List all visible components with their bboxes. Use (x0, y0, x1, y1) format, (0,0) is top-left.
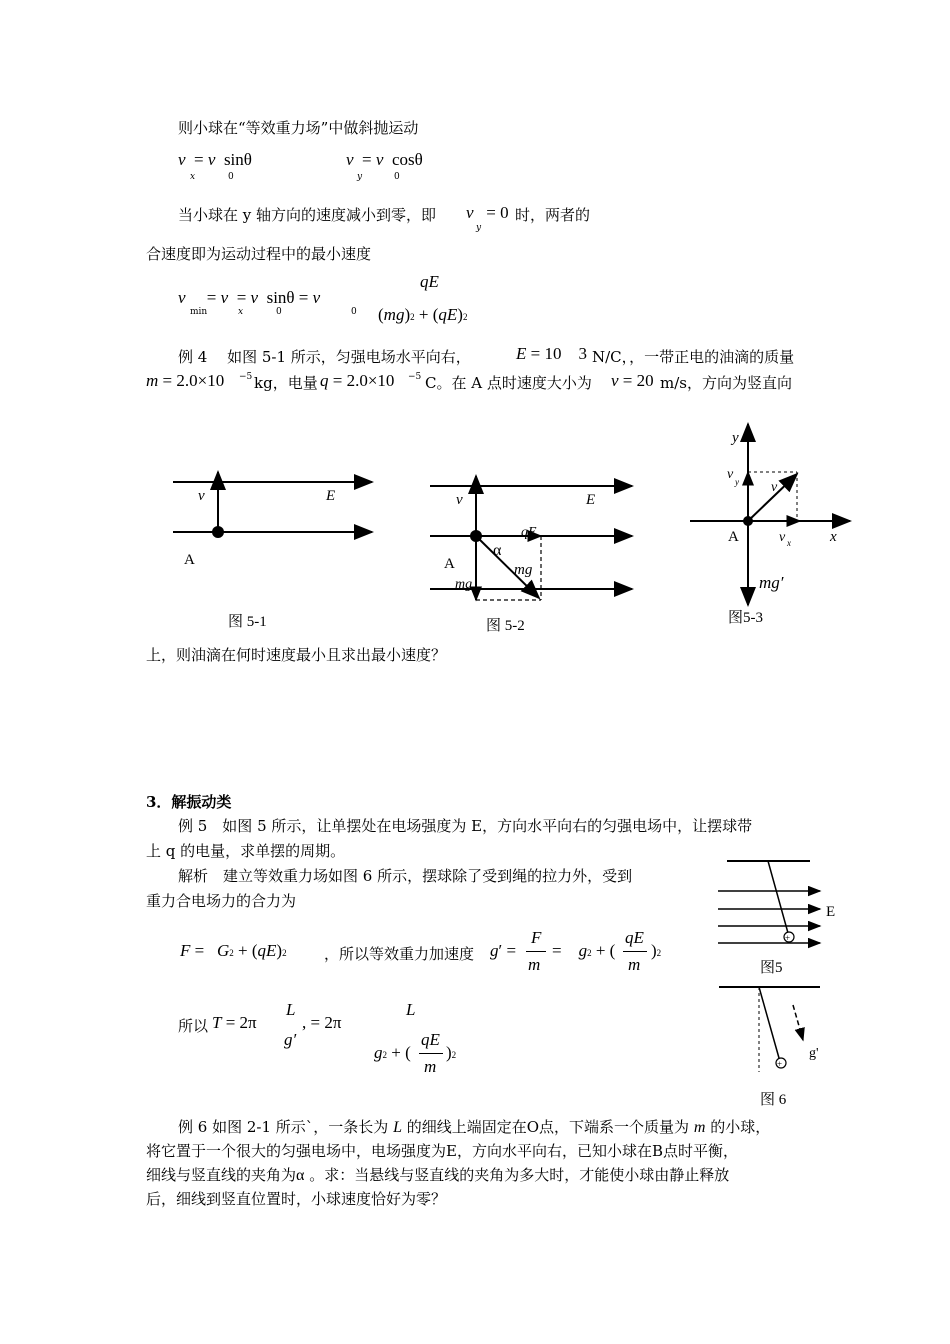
figure-5-1 (173, 472, 372, 568)
fig51-e-label: E (326, 488, 336, 504)
figure-6 (719, 987, 820, 1072)
svg-text:v: v (456, 492, 463, 508)
example6-line2: 将它置于一个很大的匀强电场中，电场强度为E，方向水平向右，已知小球在B点时平衡， (146, 1142, 738, 1160)
example5-analysis-2: 重力合电场力的合力为 (146, 892, 297, 910)
text-line-vy-zero: 当小球在 y 轴方向的速度减小到零，即 (178, 206, 437, 224)
formula-vy-eq-0: v = 0 (466, 203, 509, 222)
example4-question: 上，则油滴在何时速度最小且求出最小速度？ (146, 646, 447, 664)
svg-text:mg′: mg′ (759, 573, 784, 592)
example6-line3: 细线与竖直线的夹角为α 。求：当悬线与竖直线的夹角为多大时，才能使小球由静止释放 (146, 1166, 730, 1184)
fig51-a-label: A (184, 552, 195, 568)
fig51-caption: 图 5-1 (228, 614, 267, 630)
svg-text:mg: mg (514, 562, 533, 578)
figure-5 (718, 861, 835, 943)
section-heading: 3．解振动类 (146, 793, 232, 811)
fig6-caption: 图 6 (760, 1092, 787, 1108)
formula-vmin: v = v = v sinθ = v (178, 288, 321, 307)
svg-text:v: v (771, 480, 778, 495)
example5-analysis: 解析 建立等效重力场如图 6 所示，摆球除了受到绳的拉力外，受到 (178, 867, 633, 885)
figure-5-row (0, 420, 950, 640)
formula-vy: v = v cosθ (346, 150, 423, 169)
svg-text:y: y (735, 477, 739, 487)
svg-text:E: E (826, 904, 836, 920)
fig5-caption: 图5 (760, 960, 783, 976)
figure-5-3 (690, 424, 850, 605)
text-line-min-speed: 合速度即为运动过程中的最小速度 (146, 245, 372, 263)
fig53-caption: 图5-3 (728, 610, 763, 626)
svg-text:x: x (787, 538, 791, 548)
svg-text:qE: qE (521, 525, 537, 540)
svg-text:y: y (732, 430, 739, 446)
fig51-v-label: v (198, 488, 205, 504)
example5-line2: 上 q 的电量，求单摆的周期。 (146, 842, 346, 860)
figure-5-2 (430, 476, 632, 600)
fig52-caption: 图 5-2 (486, 618, 525, 634)
example4-line1: 例 4 如图 5-1 所示，匀强电场水平向右， (178, 348, 471, 366)
svg-text:mg: mg (455, 577, 473, 592)
formula-T: T = 2π (212, 1013, 257, 1032)
example6-line1: 例 6 如图 2-1 所示`，一条长为 L 的细线上端固定在O点，下端系一个质量为 m 的小球， (178, 1118, 771, 1136)
svg-text:A: A (728, 529, 739, 545)
svg-text:g': g' (809, 1046, 819, 1061)
text-line-oblique-motion: 则小球在“等效重力场”中做斜抛运动 (178, 119, 419, 137)
svg-text:+: + (777, 1059, 783, 1069)
svg-text:A: A (444, 556, 455, 572)
formula-vx: v = v sinθ (178, 150, 252, 169)
example6-line4: 后，细线到竖直位置时，小球速度恰好为零？ (146, 1190, 447, 1208)
svg-text:v: v (779, 530, 786, 545)
svg-text:v: v (727, 467, 734, 482)
formula-F: F = G2 + (qE)2 (180, 941, 287, 960)
svg-text:E: E (586, 492, 596, 508)
example5-line1: 例 5 如图 5 所示，让单摆处在电场强度为 E，方向水平向右的匀强电场中，让摆球带 (178, 817, 753, 835)
svg-text:α: α (493, 542, 502, 559)
svg-text:+: + (785, 933, 791, 943)
example4-line2: m = 2.0×10 (146, 371, 225, 390)
svg-text:x: x (830, 529, 837, 545)
